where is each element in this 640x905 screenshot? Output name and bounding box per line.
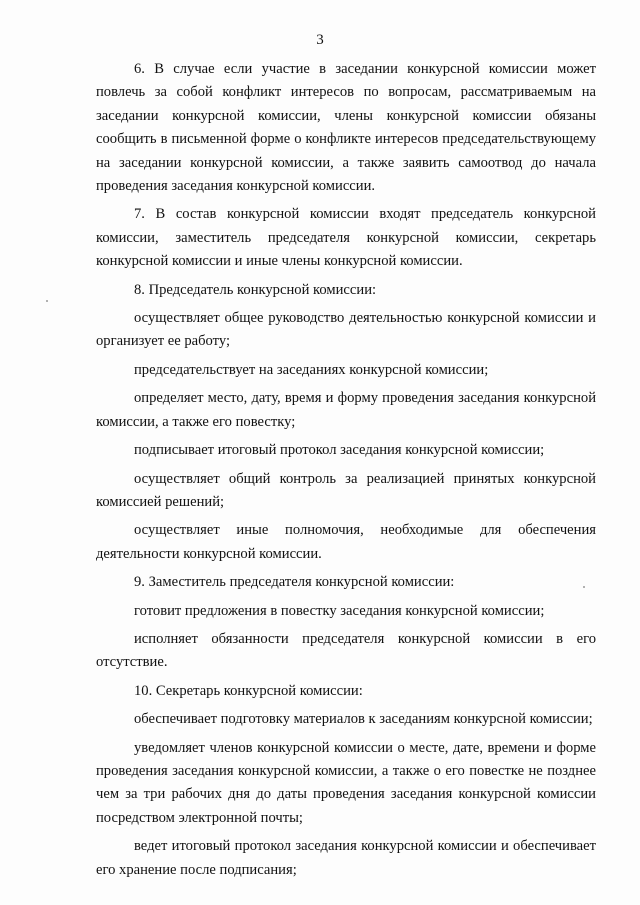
paragraph-8-item-1: осуществляет общее руководство деятельностью конкурсной комиссии и организует ее работу; bbox=[96, 310, 596, 350]
page-number: 3 bbox=[316, 32, 324, 48]
paragraph-10-item-3: ведет итоговый протокол заседания конкурсной комиссии и обеспечивает его хранение после подписания; bbox=[96, 838, 596, 878]
paragraph-10-item-1: обеспечивает подготовку материалов к заседаниям конкурсной комиссии; bbox=[134, 711, 593, 728]
paragraph-8-item-4: подписывает итоговый протокол заседания конкурсной комиссии; bbox=[134, 442, 545, 459]
scan-speck bbox=[583, 586, 585, 588]
paragraph-8-item-5: осуществляет общий контроль за реализацией принятых конкурсной комиссией решений; bbox=[96, 470, 596, 510]
paragraph-8-item-2: председательствует на заседаниях конкурсной комиссии; bbox=[134, 361, 489, 378]
paragraph-9-item-1: готовит предложения в повестку заседания конкурсной комиссии; bbox=[134, 602, 545, 619]
paragraph-6: 6. В случае если участие в заседании конкурсной комиссии может повлечь за собой конфликт интересов по вопросам, рассматриваемым на заседании конкурсной комиссии, члены конкурсной комиссии обязаны сообщить в письменной форме о конфликте интересов председательствующему на заседании конкурсной комиссии, а также заявить самоотвод до начала проведения заседания конкурсной комиссии. bbox=[96, 61, 596, 195]
paragraph-9-heading: 9. Заместитель председателя конкурсной комиссии: bbox=[134, 574, 455, 591]
document-body bbox=[96, 58, 596, 882]
paragraph-8-item-3: определяет место, дату, время и форму проведения заседания конкурсной комиссии, а также его повестку; bbox=[96, 390, 596, 430]
paragraph-8-item-6: осуществляет иные полномочия, необходимые для обеспечения деятельности конкурсной комиссии. bbox=[96, 522, 596, 562]
paragraph-9-item-2: исполняет обязанности председателя конкурсной комиссии в его отсутствие. bbox=[96, 630, 596, 671]
paragraph-7: 7. В состав конкурсной комиссии входят председатель конкурсной комиссии, заместитель председателя конкурсной комиссии, секретарь конкурсной комиссии и иные члены конкурсной комиссии. bbox=[96, 206, 596, 270]
paragraph-10-item-2: уведомляет членов конкурсной комиссии о месте, дате, времени и форме проведения заседания конкурсной комиссии, а также о его повестке не позднее чем за три рабочих дня до даты проведения заседания конкурсной комиссии посредством электронной почты; bbox=[96, 739, 596, 826]
paragraph-10-heading: 10. Секретарь конкурсной комиссии: bbox=[134, 682, 363, 699]
scan-speck bbox=[46, 300, 48, 302]
paragraph-8-heading: 8. Председатель конкурсной комиссии: bbox=[134, 281, 377, 298]
